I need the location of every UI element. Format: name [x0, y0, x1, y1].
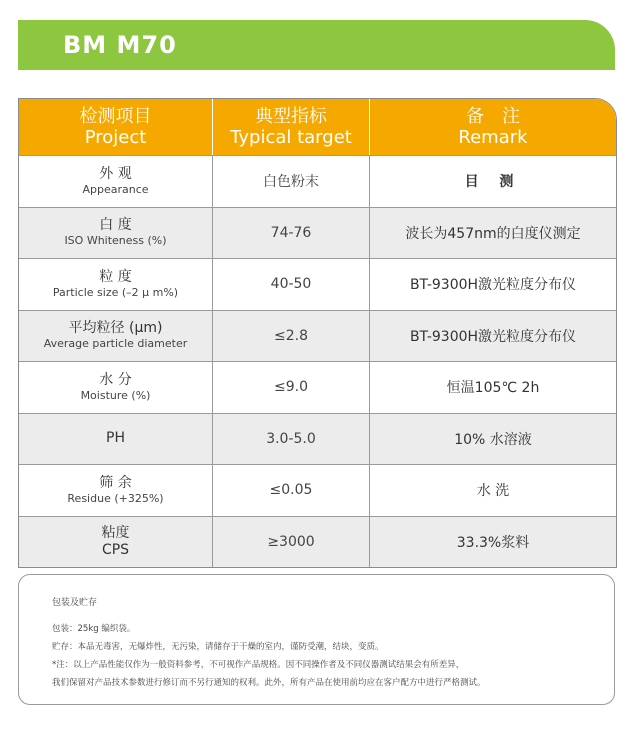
row-remark: 目 测 — [464, 174, 522, 191]
row-name-en: ISO Whiteness (%) — [64, 234, 167, 248]
row-name-cn: 外 观 — [99, 165, 132, 182]
table-row — [19, 155, 616, 207]
header-project — [19, 99, 212, 155]
packaging-line: 包装：25kg 编织袋。 — [52, 624, 136, 634]
row-name-en: Residue (+325%) — [67, 491, 164, 505]
row-name-en: Particle size (–2 μ m%) — [52, 285, 179, 299]
header-target — [212, 99, 369, 155]
row-value: 3.0-5.0 — [266, 430, 316, 447]
row-value: 40-50 — [270, 276, 312, 293]
packaging-notes — [18, 574, 615, 705]
table-row — [19, 207, 616, 259]
note-line: *注：以上产品性能仅作为一般资料参考，不可视作产品规格。因不同操作者及不同仪器测试结果会有所差异， — [52, 660, 465, 670]
row-value: ≤9.0 — [274, 379, 308, 396]
row-value: 74-76 — [270, 224, 312, 241]
table-row — [19, 258, 616, 310]
note-line: 我们保留对产品技术参数进行修订而不另行通知的权利。此外，所有产品在使用前均应在客户配方中进行严格测试。 — [52, 678, 486, 688]
title-banner — [18, 20, 615, 70]
row-remark: 波长为457nm的白度仪测定 — [405, 225, 581, 242]
row-name-en: Moisture (%) — [80, 388, 151, 402]
table-row — [19, 310, 616, 362]
row-value: ≤2.8 — [274, 327, 308, 344]
table-row — [19, 516, 616, 568]
header-project-en: Project — [84, 127, 147, 148]
row-remark: 10% 水溶液 — [454, 431, 532, 448]
row-remark: 恒温105℃ 2h — [446, 380, 540, 397]
table-header — [19, 99, 616, 155]
row-name-en: Appearance — [82, 182, 149, 196]
table-row — [19, 464, 616, 516]
row-name-en: CPS — [101, 541, 130, 558]
row-remark: BT-9300H激光粒度分布仪 — [409, 328, 577, 345]
spec-table — [18, 98, 617, 568]
row-name-cn: 白 度 — [99, 217, 132, 234]
header-target-en: Typical target — [230, 127, 352, 148]
header-remark-cn: 备 注 — [466, 106, 520, 127]
product-title: BM M70 — [63, 31, 177, 59]
row-name-cn: 粒 度 — [99, 268, 132, 285]
row-remark: BT-9300H激光粒度分布仪 — [409, 277, 577, 294]
packaging-title: 包装及贮存 — [52, 598, 98, 608]
row-value: ≥3000 — [267, 533, 315, 550]
row-name-cn: 筛 余 — [99, 474, 132, 491]
row-value: ≤0.05 — [269, 482, 313, 499]
row-remark: 水 洗 — [476, 483, 510, 500]
row-remark: 33.3%浆料 — [456, 534, 530, 551]
storage-line: 贮存：本品无毒害，无爆炸性，无污染，请储存于干燥的室内，谨防受潮，结块，变质。 — [52, 642, 384, 652]
row-value: 白色粉末 — [263, 174, 319, 191]
row-name-cn: 水 分 — [99, 371, 132, 388]
header-target-cn: 典型指标 — [255, 106, 327, 127]
header-project-cn: 检测项目 — [79, 106, 152, 127]
row-name-cn: 粘度 — [101, 524, 130, 541]
table-row — [19, 361, 616, 413]
table-row — [19, 413, 616, 465]
header-remark — [369, 99, 616, 155]
row-name-en: Average particle diameter — [43, 337, 188, 351]
row-name-cn: 平均粒径 (μm) — [68, 320, 163, 337]
header-remark-en: Remark — [458, 127, 528, 148]
row-name-cn: PH — [106, 430, 125, 447]
